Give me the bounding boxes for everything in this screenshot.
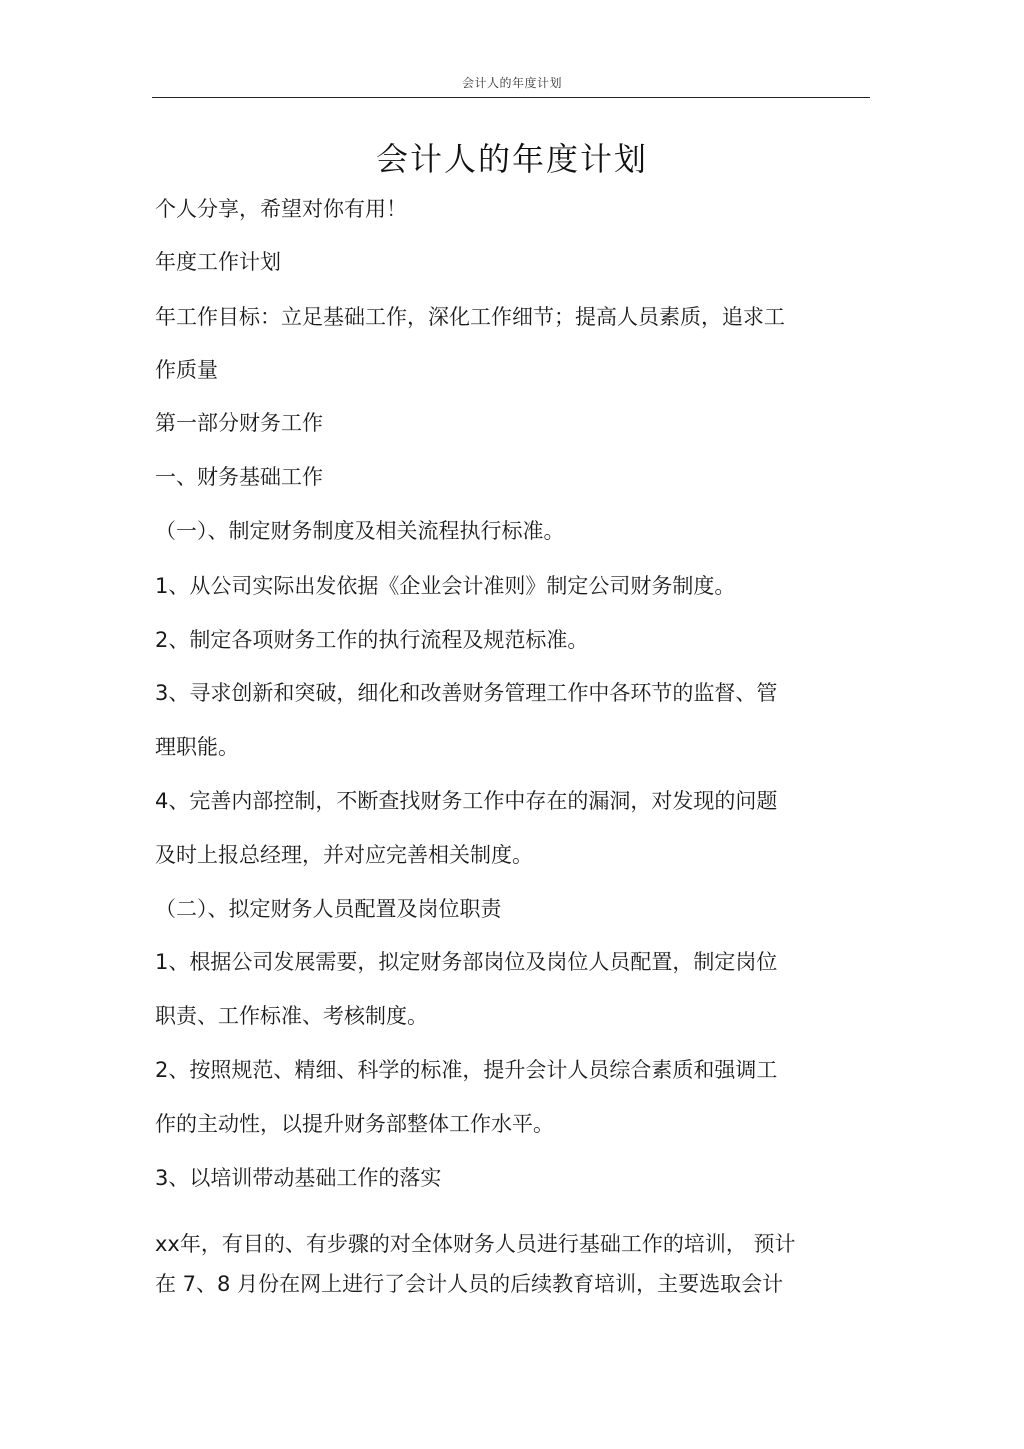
body-line: 在 7、8 月份在网上进行了会计人员的后续教育培训，主要选取会计 [155,1272,784,1296]
body-line: 个人分享，希望对你有用！ [155,197,407,221]
list-item: 1、根据公司发展需要，拟定财务部岗位及岗位人员配置，制定岗位 [155,950,778,974]
body-line: 作质量 [155,358,218,382]
list-item: 1、从公司实际出发依据《企业会计准则》制定公司财务制度。 [155,574,736,598]
body-line: xx年，有目的、有步骤的对全体财务人员进行基础工作的培训， 预计 [155,1232,796,1256]
section-heading: 第一部分财务工作 [155,411,323,435]
list-item-continuation: 理职能。 [155,735,239,759]
document-title: 会计人的年度计划 [375,140,648,178]
running-header: 会计人的年度计划 [461,76,562,90]
list-item: 2、按照规范、精细、科学的标准，提升会计人员综合素质和强调工 [155,1058,778,1082]
list-item-continuation: 作的主动性，以提升财务部整体工作水平。 [155,1112,554,1136]
body-line: 年工作目标：立足基础工作，深化工作细节；提高人员素质，追求工 [155,305,785,329]
body-line: 年度工作计划 [155,250,281,274]
list-item: 2、制定各项财务工作的执行流程及规范标准。 [155,628,589,652]
header-divider [152,97,870,98]
subsection-heading: （一）、制定财务制度及相关流程执行标准。 [155,519,565,543]
subsection-heading: （二）、拟定财务人员配置及岗位职责 [155,897,502,921]
list-item: 3、寻求创新和突破，细化和改善财务管理工作中各环节的监督、管 [155,681,778,705]
list-item-continuation: 及时上报总经理，并对应完善相关制度。 [155,843,533,867]
list-item-continuation: 职责、工作标准、考核制度。 [155,1004,428,1028]
list-item: 3、以培训带动基础工作的落实 [155,1166,442,1190]
list-item: 4、完善内部控制，不断查找财务工作中存在的漏洞，对发现的问题 [155,789,778,813]
section-heading: 一、财务基础工作 [155,465,323,489]
